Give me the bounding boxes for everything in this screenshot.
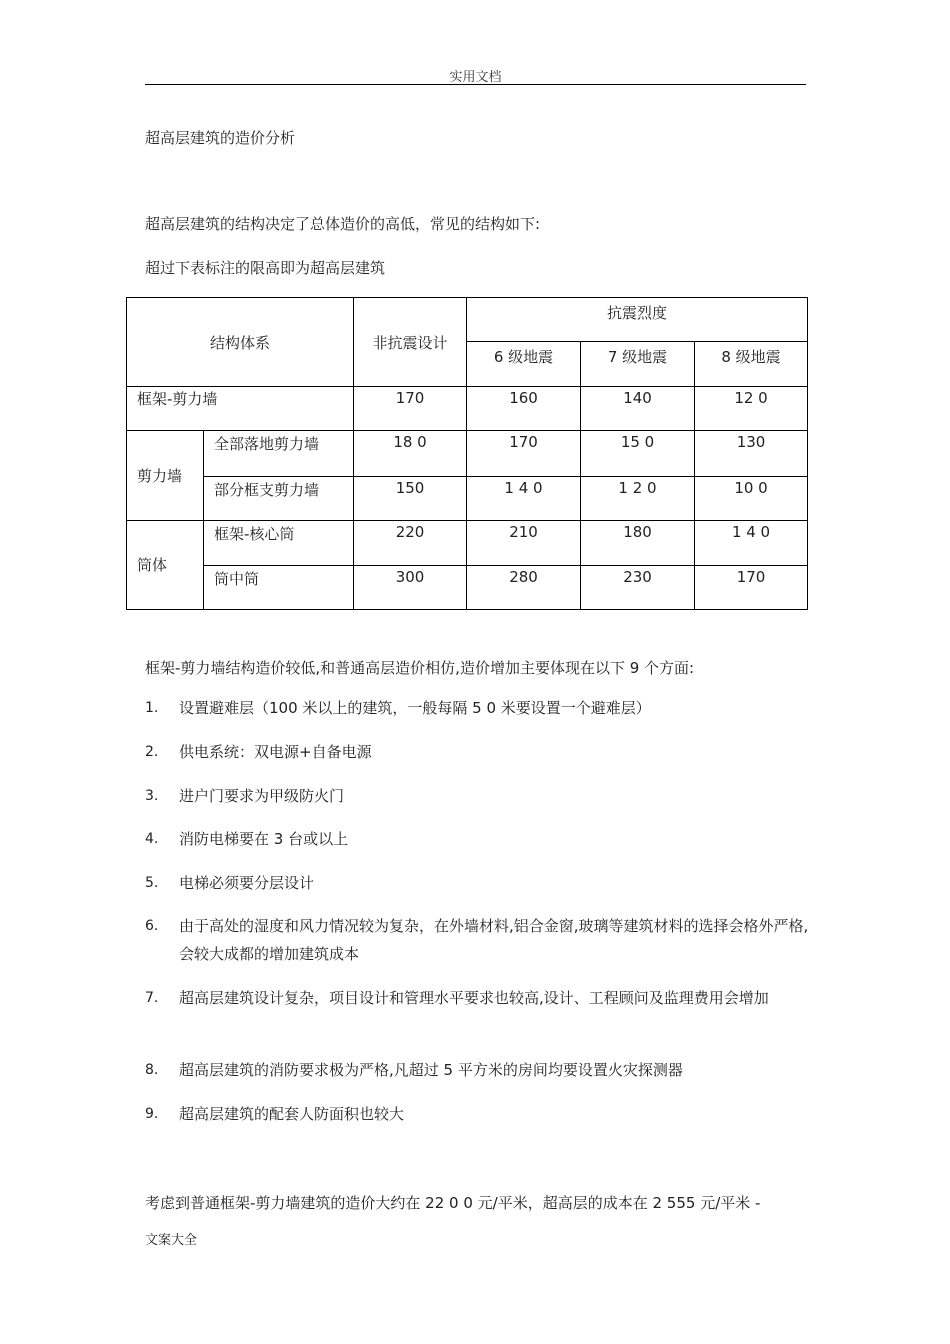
table-cell: 220 <box>354 520 467 565</box>
table-cell: 230 <box>581 565 695 609</box>
list-item-number: 7. <box>145 990 159 1006</box>
table-cell: 18 0 <box>354 431 467 476</box>
list-item-number: 5. <box>145 875 159 891</box>
list-item-number: 3. <box>145 788 159 804</box>
table-cell: 1 4 0 <box>467 476 581 520</box>
list-item-number: 6. <box>145 918 159 934</box>
intro-paragraph: 超高层建筑的结构决定了总体造价的高低，常见的结构如下: <box>145 215 541 233</box>
table-cell: 1 4 0 <box>695 520 808 565</box>
page-footer: 文案大全 <box>145 1233 198 1248</box>
list-item-number: 9. <box>145 1106 159 1122</box>
list-item-text: 超高层建筑的配套人防面积也较大 <box>179 1105 405 1123</box>
document-title: 超高层建筑的造价分析 <box>145 129 296 147</box>
table-cell: 15 0 <box>581 431 695 476</box>
note-paragraph: 超过下表标注的限高即为超高层建筑 <box>145 259 386 277</box>
table-cell: 12 0 <box>695 387 808 431</box>
table-cell: 170 <box>467 431 581 476</box>
table-cell: 150 <box>354 476 467 520</box>
row-frame-shearwall-name: 框架-剪力墙 <box>127 387 354 431</box>
structure-height-table <box>126 297 808 610</box>
page-header: 实用文档 <box>145 66 806 85</box>
table-cell: 170 <box>354 387 467 431</box>
row-partial-shearwall-name: 部分框支剪力墙 <box>204 476 354 520</box>
row-full-shearwall-name: 全部落地剪力墙 <box>204 431 354 476</box>
row-frame-core-name: 框架-核心筒 <box>204 520 354 565</box>
header-level-6: 6 级地震 <box>467 342 581 387</box>
list-item-text: 设置避难层（100 米以上的建筑，一般每隔 5 0 米要设置一个避难层） <box>179 699 651 717</box>
table-cell: 130 <box>695 431 808 476</box>
list-item-text: 超高层建筑设计复杂，项目设计和管理水平要求也较高,设计、工程顾问及监理费用会增加 <box>179 989 769 1007</box>
table-cell: 170 <box>695 565 808 609</box>
summary-paragraph: 框架-剪力墙结构造价较低,和普通高层造价相仿,造价增加主要体现在以下 9 个方面: <box>145 659 695 677</box>
header-seismic-intensity: 抗震烈度 <box>467 298 808 342</box>
header-structure-system: 结构体系 <box>127 298 354 387</box>
list-item-number: 8. <box>145 1062 159 1078</box>
table-cell: 210 <box>467 520 581 565</box>
table-cell: 180 <box>581 520 695 565</box>
table-cell: 280 <box>467 565 581 609</box>
header-level-7: 7 级地震 <box>581 342 695 387</box>
row-tube-in-tube-name: 筒中筒 <box>204 565 354 609</box>
list-item-text: 供电系统：双电源+自备电源 <box>179 743 372 761</box>
header-level-8: 8 级地震 <box>695 342 808 387</box>
table-cell: 300 <box>354 565 467 609</box>
list-item-text: 超高层建筑的消防要求极为严格,凡超过 5 平方米的房间均要设置火灾探测器 <box>179 1061 683 1079</box>
list-item-text: 由于高处的湿度和风力情况较为复杂，在外墙材料,铝合金窗,玻璃等建筑材料的选择会格外严格,会较大成都的增加建筑成本 <box>179 917 809 963</box>
table-cell: 10 0 <box>695 476 808 520</box>
list-item-number: 1. <box>145 700 159 716</box>
table-cell: 140 <box>581 387 695 431</box>
list-item-number: 2. <box>145 744 159 760</box>
list-item-number: 4. <box>145 831 159 847</box>
group-tube: 筒体 <box>127 520 204 609</box>
table-cell: 1 2 0 <box>581 476 695 520</box>
header-non-seismic: 非抗震设计 <box>354 298 467 387</box>
conclusion-paragraph: 考虑到普通框架-剪力墙建筑的造价大约在 22 0 0 元/平米，超高层的成本在 2 555 元/平米 - <box>145 1194 761 1212</box>
group-shearwall: 剪力墙 <box>127 431 204 520</box>
list-item-text: 进户门要求为甲级防火门 <box>179 787 345 805</box>
list-item-text: 电梯必须要分层设计 <box>179 874 315 892</box>
table-cell: 160 <box>467 387 581 431</box>
list-item-text: 消防电梯要在 3 台或以上 <box>179 830 349 848</box>
